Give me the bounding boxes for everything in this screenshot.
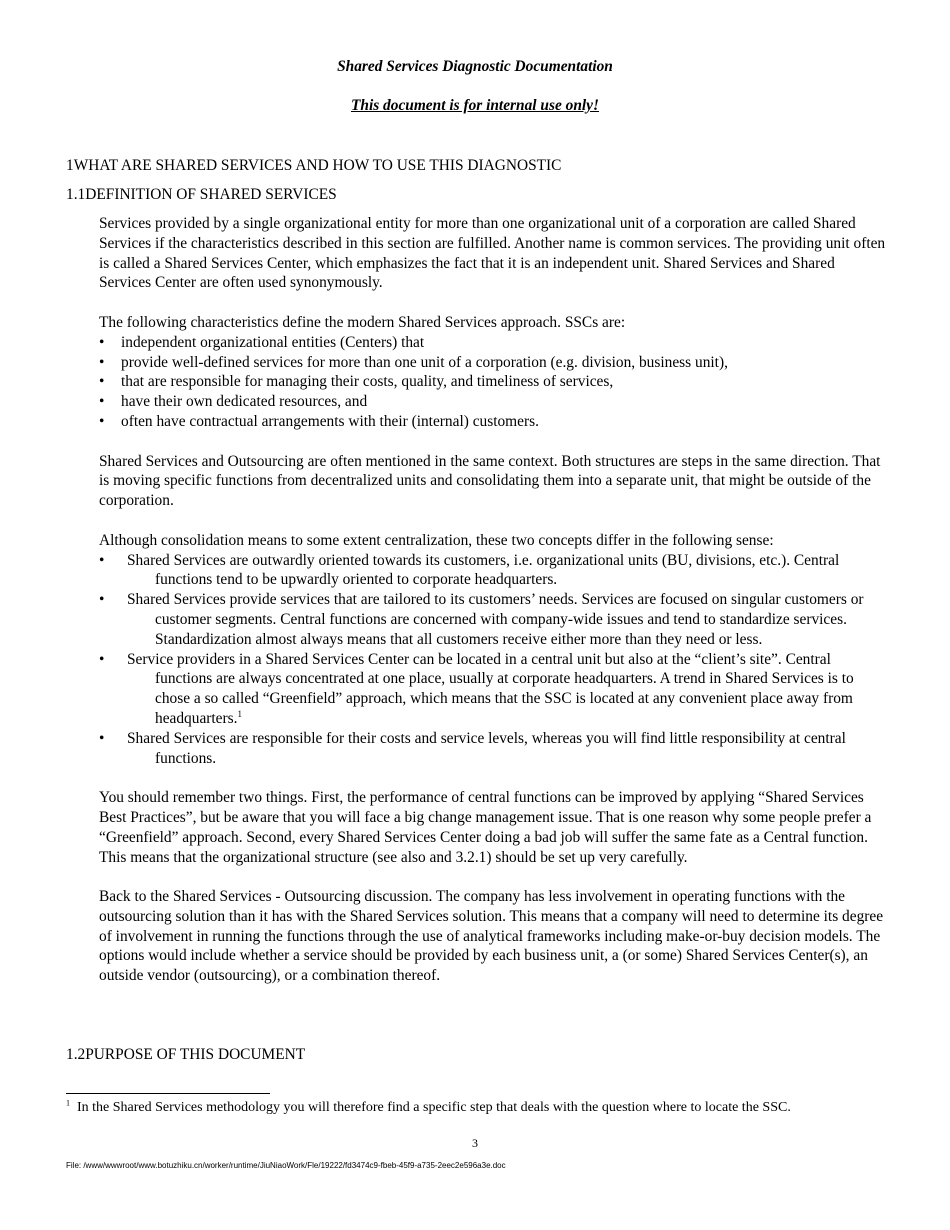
- list-item: • provide well-defined services for more than one unit of a corporation (e.g. division, business unit),: [99, 353, 889, 373]
- paragraph-outsourcing-discussion: Back to the Shared Services - Outsourcing discussion. The company has less involvement in operating functions with the outsourcing solution than it has with the Shared Services solution. This means that a company will need to determine its degree of involvement in running the functions through the use of analytical frameworks including make-or-buy decision models. The options would include whether a service should be provided by each business unit, a (or some) Shared Services Center(s), an outside vendor (outsourcing), or a combination thereof.: [99, 888, 884, 985]
- list-item: [99, 551, 889, 591]
- footnote-marker: 1: [66, 1098, 70, 1108]
- characteristics-list: [99, 333, 889, 432]
- list-item: [99, 650, 889, 729]
- differences-list: [99, 551, 889, 769]
- list-item-text: Shared Services are responsible for their costs and service levels, whereas you will find little responsibility at central functions.: [127, 729, 846, 767]
- paragraph-two-things: You should remember two things. First, the performance of central functions can be improved by applying “Shared Services Best Practices”, but be aware that you will face a big change management issue. That is one reason why some people prefer a “Greenfield” approach. Second, every Shared Services Center doing a bad job will suffer the same fate as a Central function. This means that the organizational structure (see also and 3.2.1) should be set up very carefully.: [99, 789, 872, 866]
- bullet-icon: •: [99, 551, 105, 569]
- paragraph-characteristics-intro: The following characteristics define the modern Shared Services approach. SSCs are:: [99, 313, 626, 331]
- footnote: [66, 1099, 866, 1117]
- list-item: • often have contractual arrangements with their (internal) customers.: [99, 412, 889, 432]
- list-item-text: Service providers in a Shared Services Center can be located in a central unit but also at the “client’s site”. Central functions are always concentrated at one place, usually at corporate headquarters. A trend in Shared Services is to chose a so called “Greenfield” approach, which means that the SSC is located at any convenient place away from headquarters.: [127, 650, 854, 727]
- section-heading-1: 1WHAT ARE SHARED SERVICES AND HOW TO USE THIS DIAGNOSTIC: [66, 157, 562, 174]
- internal-use-notice: This document is for internal use only!: [350, 97, 599, 114]
- list-item: • that are responsible for managing their costs, quality, and timeliness of services,: [99, 372, 889, 392]
- list-item: • independent organizational entities (Centers) that: [99, 333, 889, 353]
- bullet-icon: •: [99, 650, 105, 668]
- paragraph-definition: Services provided by a single organizational entity for more than one organizational unit of a corporation are called Shared Services if the characteristics described in this section are fulfilled. Another name is common services. The providing unit often is called a Shared Services Center, which emphasizes the fact that it is an independent unit. Shared Services and Shared Services Center are often used synonymously.: [99, 215, 886, 292]
- list-item: • have their own dedicated resources, and: [99, 392, 889, 412]
- bullet-icon: •: [99, 729, 105, 747]
- footnote-separator: [66, 1093, 270, 1094]
- section-heading-1-2: 1.2PURPOSE OF THIS DOCUMENT: [66, 1046, 306, 1063]
- footnote-text: In the Shared Services methodology you will therefore find a specific step that deals with the question where to locate the SSC.: [77, 1100, 791, 1115]
- list-item-text: Shared Services are outwardly oriented towards its customers, i.e. organizational units (BU, divisions, etc.). Central functions tend to be upwardly oriented to corporate headquarters.: [127, 551, 840, 589]
- document-title: Shared Services Diagnostic Documentation: [337, 58, 613, 75]
- section-heading-1-1: 1.1DEFINITION OF SHARED SERVICES: [66, 186, 337, 203]
- paragraph-differences-intro: Although consolidation means to some extent centralization, these two concepts differ in the following sense:: [99, 531, 774, 549]
- paragraph-outsourcing-context: Shared Services and Outsourcing are often mentioned in the same context. Both structures are steps in the same direction. That is moving specific functions from decentralized units and consolidating them into a separate unit, that might be outside of the corporation.: [99, 452, 881, 510]
- list-item: [99, 590, 889, 649]
- list-item: [99, 729, 889, 769]
- footnote-reference[interactable]: 1: [237, 708, 242, 719]
- bullet-icon: •: [99, 591, 105, 609]
- file-path: File: /www/wwwroot/www.botuzhiku.cn/worker/runtime/JiuNiaoWork/Fle/19222/fd3474c9-fbeb-45f9-a735-2eec2e596a3e.doc: [66, 1161, 506, 1170]
- section-body: [99, 214, 889, 1006]
- list-item-text: Shared Services provide services that are tailored to its customers’ needs. Services are focused on singular customers or customer segments. Central functions are concerned with company-wide issues and tend to standardize services. Standardization almost always means that all customers receive either more than they need or less.: [127, 591, 864, 648]
- page-number: 3: [472, 1136, 478, 1150]
